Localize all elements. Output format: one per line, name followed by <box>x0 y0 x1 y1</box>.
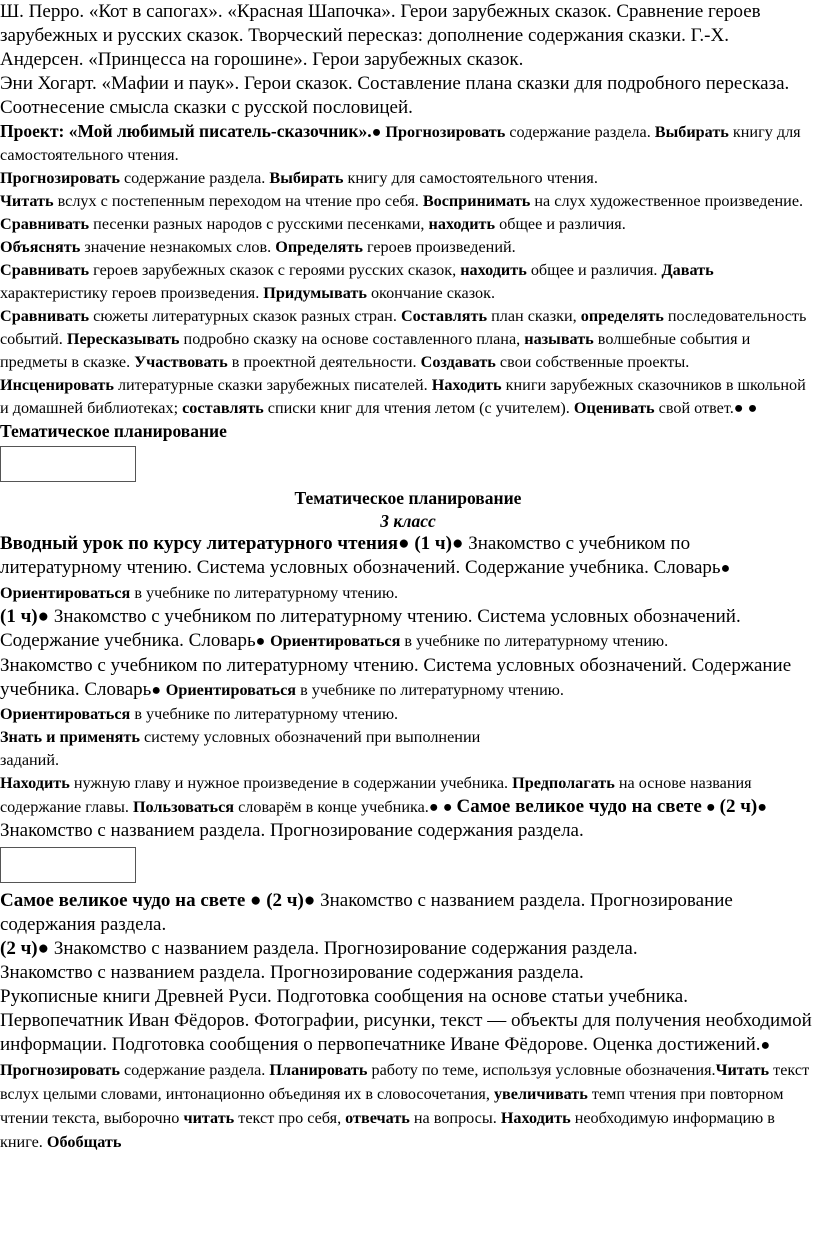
bullet-icon: ● <box>255 633 266 650</box>
bullet-icon: ● <box>37 938 50 959</box>
bullet-icon: ● <box>303 890 316 911</box>
bullet-icon: ● <box>428 798 439 816</box>
bullet-icon: ● <box>250 890 262 911</box>
lesson-paragraph-2: (1 ч)● Знакомство с учебником по литературному чтению. Система условных обозначений. Содержание учебника. Словарь● Ориентироваться в учебнике по литературному чтению. <box>0 606 741 651</box>
lesson-paragraph-6: Находить нужную главу и нужное произведение в содержании учебника. Предполагать на основе названия содержание главы. Пользоваться словарём в конце учебника.● ● Самое великое чудо на свете ● (2 ч)● Знакомство с названием раздела. Прогнозирование содержания раздела. <box>0 774 768 841</box>
lesson-paragraph-3: Знакомство с учебником по литературному чтению. Система условных обозначений. Содержание учебника. Словарь● Ориентироваться в учебнике по литературному чтению. <box>0 655 792 700</box>
bullet-icon: ● <box>151 682 162 699</box>
bullet-icon: ● <box>760 1037 771 1054</box>
grade-heading: 3 класс <box>380 511 436 531</box>
project-paragraph: Проект: «Мой любимый писатель-сказочник».● Прогнозировать содержание раздела. Выбирать книгу для самостоятельного чтения. <box>0 121 801 164</box>
chapter-paragraph-3: Знакомство с названием раздела. Прогнозирование содержания раздела. <box>0 962 584 983</box>
activity-line-3: Объяснять значение незнакомых слов. Определять героев произведений. <box>0 238 516 256</box>
empty-table-cell <box>0 446 136 482</box>
activity-line-2: Читать вслух с постепенным переходом на чтение про себя. Воспринимать на слух художественное произведение. Сравнивать песенки разных народов с русскими песенками, находить общее и различия. <box>0 192 804 233</box>
chapter-paragraph-4: Рукописные книги Древней Руси. Подготовка сообщения на основе статьи учебника. Первопечатник Иван Фёдоров. Фотографии, рисунки, текст — объекты для получения необходимой информации. Подготовка сообщения о первопечатнике Иване Фёдорове. Оценка достижений.● Прогнозировать содержание раздела. Планировать работу по теме, используя условные обозначения.Читать текст вслух целыми словами, интонационно объединяя их в словосочетания, увеличивать темп чтения при повторном чтении текста, выборочно читать текст про себя, отвечать на вопросы. Находить необходимую информацию в книге. Обобщать <box>0 986 812 1151</box>
bullet-icon: ● <box>720 560 731 577</box>
bullet-icon: ● <box>37 606 50 627</box>
bullet-icon: ● <box>757 798 768 816</box>
section-heading: Тематическое планирование <box>294 488 522 508</box>
activity-line-1: Прогнозировать содержание раздела. Выбирать книгу для самостоятельного чтения. <box>0 169 598 187</box>
activity-line-6: Инсценировать литературные сказки зарубежных писателей. Находить книги зарубежных сказочников в школьной и домашней библиотеках; составлять списки книг для чтения летом (с учителем). Оценивать свой ответ.● ● Тематическое планирование <box>0 376 806 441</box>
intro-lesson-paragraph: Вводный урок по курсу литературного чтения● (1 ч)● Знакомство с учебником по литературному чтению. Система условных обозначений. Содержание учебника. Словарь● Ориентироваться в учебнике по литературному чтению. <box>0 533 731 602</box>
bullet-icon: ● <box>705 798 716 816</box>
bullet-icon: ● <box>371 123 382 141</box>
activity-line-5: Сравнивать сюжеты литературных сказок разных стран. Составлять план сказки, определять последовательность событий. Пересказывать подробно сказку на основе составленного плана, называть волшебные события и предметы в сказке. Участвовать в проектной деятельности. Создавать свои собственные проекты. <box>0 307 807 371</box>
empty-table-cell <box>0 847 136 883</box>
activity-line-4: Сравнивать героев зарубежных сказок с героями русских сказок, находить общее и различия. Давать характеристику героев произведения. Придумывать окончание сказок. <box>0 261 714 302</box>
bullet-icon: ● <box>442 798 453 816</box>
bullet-icon: ● <box>451 533 464 554</box>
chapter-paragraph-2: (2 ч)● Знакомство с названием раздела. Прогнозирование содержания раздела. <box>0 938 638 959</box>
intro-paragraph-2: Эни Хогарт. «Мафии и паук». Герои сказок. Составление плана сказки для подробного пересказа. Соотнесение смысла сказки с русской пословицей. <box>0 73 790 118</box>
intro-paragraph-1: Ш. Перро. «Кот в сапогах». «Красная Шапочка». Герои зарубежных сказок. Сравнение героев зарубежных и русских сказок. Творческий пересказ: дополнение содержания сказки. Г.-Х. Андерсен. «Принцесса на горошине». Герои зарубежных сказок. <box>0 1 761 70</box>
bullet-icon: ● <box>747 399 758 417</box>
bullet-icon: ● <box>398 533 410 554</box>
bullet-icon: ● <box>733 399 744 417</box>
lesson-paragraph-4: Ориентироваться в учебнике по литературному чтению. <box>0 705 399 723</box>
lesson-paragraph-5: Знать и применять систему условных обозначений при выполнении заданий. <box>0 728 481 769</box>
chapter-paragraph-1: Самое великое чудо на свете ● (2 ч)● Знакомство с названием раздела. Прогнозирование содержания раздела. <box>0 890 733 935</box>
